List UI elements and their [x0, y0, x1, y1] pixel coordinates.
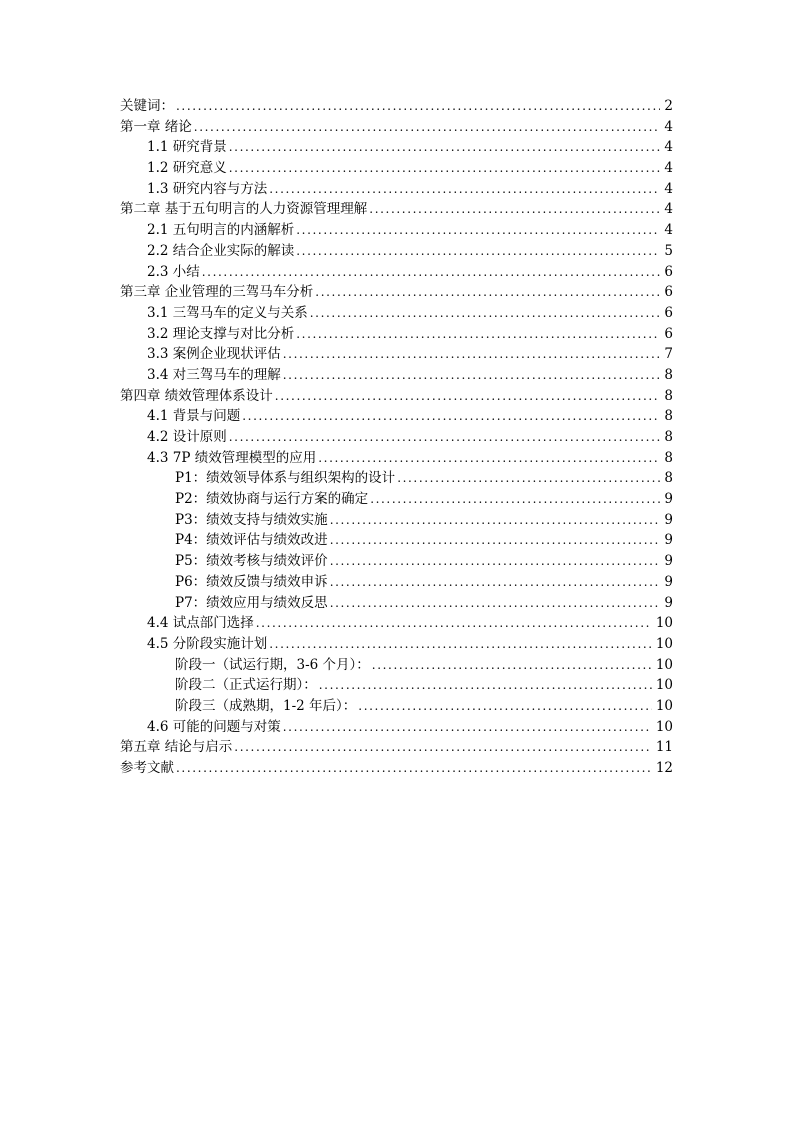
toc-entry-title: 1.3 研究内容与方法: [147, 180, 268, 197]
toc-entry-title: P7：绩效应用与绩效反思: [175, 594, 328, 611]
toc-entry-title: 第三章 企业管理的三驾马车分析: [120, 284, 314, 301]
toc-entry-page: 8: [664, 429, 673, 445]
toc-entry[interactable]: [120, 613, 673, 634]
toc-entry[interactable]: [120, 365, 673, 386]
toc-entry-title: P1：绩效领导体系与组织架构的设计: [175, 470, 396, 487]
toc-entry-page: 6: [664, 304, 673, 321]
toc-dot-leader: [275, 386, 661, 407]
toc-dot-leader: [176, 96, 660, 117]
toc-entry-page: 9: [664, 573, 673, 590]
toc-entry-title: 阶段一（试运行期，3-6 个月）：: [175, 656, 370, 673]
toc-entry[interactable]: [120, 655, 673, 676]
toc-entry[interactable]: [120, 199, 673, 220]
toc-entry-page: 9: [664, 594, 673, 611]
toc-dot-leader: [397, 468, 660, 489]
toc-dot-leader: [319, 675, 652, 696]
toc-entry-title: 第二章 基于五句明言的人力资源管理理解: [120, 201, 368, 218]
toc-dot-leader: [269, 179, 660, 200]
toc-dot-leader: [256, 613, 652, 634]
toc-dot-leader: [318, 448, 660, 469]
toc-entry-page: 12: [655, 760, 673, 776]
toc-entry-page: 10: [655, 635, 673, 652]
toc-entry[interactable]: [120, 158, 673, 179]
toc-dot-leader: [330, 530, 661, 551]
toc-entry-title: P3：绩效支持与绩效实施: [175, 511, 328, 528]
toc-entry-title: 4.2 设计原则: [147, 429, 227, 445]
toc-entry[interactable]: [120, 737, 673, 758]
toc-dot-leader: [296, 324, 660, 345]
toc-entry-page: 9: [664, 511, 673, 528]
toc-entry-page: 10: [655, 615, 673, 632]
toc-entry-page: 4: [664, 201, 673, 218]
toc-entry[interactable]: [120, 675, 673, 696]
toc-entry[interactable]: [120, 179, 673, 200]
toc-dot-leader: [330, 510, 661, 531]
toc-dot-leader: [372, 655, 652, 676]
toc-dot-leader: [234, 737, 652, 758]
toc-entry[interactable]: [120, 262, 673, 283]
toc-entry-page: 6: [664, 263, 673, 280]
toc-entry[interactable]: [120, 634, 673, 655]
toc-entry-title: 阶段二（正式运行期）：: [175, 677, 317, 694]
toc-entry-page: 11: [655, 739, 673, 756]
toc-entry[interactable]: [120, 530, 673, 551]
toc-entry-page: 4: [664, 160, 673, 177]
toc-dot-leader: [358, 696, 652, 717]
toc-entry-page: 6: [664, 284, 673, 301]
toc-dot-leader: [229, 427, 661, 448]
toc-entry-title: 3.4 对三驾马车的理解: [147, 366, 281, 383]
toc-entry-title: 1.2 研究意义: [147, 160, 227, 177]
toc-entry[interactable]: [120, 510, 673, 531]
toc-entry-page: 7: [664, 346, 673, 363]
toc-dot-leader: [242, 406, 660, 427]
toc-entry-title: 3.2 理论支撑与对比分析: [147, 325, 295, 342]
toc-entry[interactable]: [120, 758, 673, 779]
toc-entry[interactable]: [120, 593, 673, 614]
toc-entry-page: 9: [664, 491, 673, 508]
toc-entry-page: 2: [664, 98, 673, 114]
toc-entry-title: 阶段三（成熟期，1-2 年后）：: [175, 697, 357, 714]
toc-entry-page: 8: [664, 408, 673, 425]
toc-entry[interactable]: [120, 344, 673, 365]
toc-entry-title: 第一章 绪论: [120, 118, 192, 135]
toc-entry-title: 4.1 背景与问题: [147, 408, 241, 425]
toc-entry-page: 8: [664, 387, 673, 404]
toc-entry[interactable]: [120, 282, 673, 303]
table-of-contents: [120, 96, 673, 779]
toc-entry-title: 4.4 试点部门选择: [147, 615, 254, 632]
toc-dot-leader: [176, 758, 652, 779]
toc-entry-title: P5：绩效考核与绩效评价: [175, 553, 328, 570]
toc-entry-title: P6：绩效反馈与绩效申诉: [175, 573, 328, 590]
toc-dot-leader: [330, 551, 661, 572]
toc-entry-page: 9: [664, 553, 673, 570]
toc-entry-title: 关键词：: [120, 98, 174, 114]
toc-entry-title: 3.1 三驾马车的定义与关系: [147, 304, 308, 321]
toc-entry-page: 6: [664, 325, 673, 342]
toc-entry[interactable]: [120, 696, 673, 717]
toc-dot-leader: [283, 365, 661, 386]
toc-entry-title: 2.1 五句明言的内涵解析: [147, 222, 295, 239]
toc-entry-page: 10: [655, 677, 673, 694]
toc-entry[interactable]: [120, 137, 673, 158]
toc-entry[interactable]: [120, 572, 673, 593]
toc-entry-title: 第四章 绩效管理体系设计: [120, 387, 273, 404]
toc-entry-page: 4: [664, 180, 673, 197]
toc-entry-page: 10: [655, 656, 673, 673]
toc-entry-title: 4.5 分阶段实施计划: [147, 635, 268, 652]
toc-entry[interactable]: [120, 427, 673, 448]
toc-dot-leader: [370, 489, 660, 510]
toc-entry[interactable]: [120, 324, 673, 345]
toc-entry[interactable]: [120, 241, 673, 262]
toc-entry-page: 5: [664, 242, 673, 259]
toc-entry-title: 第五章 结论与启示: [120, 739, 233, 756]
toc-entry[interactable]: [120, 406, 673, 427]
toc-entry-title: 1.1 研究背景: [147, 139, 227, 156]
toc-dot-leader: [330, 593, 661, 614]
toc-dot-leader: [229, 137, 661, 158]
toc-entry[interactable]: [120, 489, 673, 510]
toc-dot-leader: [202, 262, 661, 283]
toc-entry-page: 4: [664, 222, 673, 239]
toc-entry[interactable]: [120, 551, 673, 572]
toc-entry-page: 8: [664, 366, 673, 383]
toc-dot-leader: [269, 634, 652, 655]
toc-entry[interactable]: [120, 468, 673, 489]
toc-entry[interactable]: [120, 386, 673, 407]
toc-entry-title: 2.2 结合企业实际的解读: [147, 242, 295, 259]
toc-entry[interactable]: [120, 220, 673, 241]
toc-entry[interactable]: [120, 448, 673, 469]
toc-entry-title: 参考文献: [120, 760, 174, 776]
toc-dot-leader: [296, 241, 660, 262]
toc-dot-leader: [315, 282, 660, 303]
toc-entry-page: 4: [664, 139, 673, 156]
toc-entry-title: P2：绩效协商与运行方案的确定: [175, 491, 369, 508]
toc-entry[interactable]: [120, 96, 673, 117]
toc-entry[interactable]: [120, 117, 673, 138]
toc-dot-leader: [330, 572, 661, 593]
toc-dot-leader: [283, 344, 661, 365]
toc-entry-title: 3.3 案例企业现状评估: [147, 346, 281, 363]
toc-dot-leader: [310, 303, 661, 324]
toc-entry-title: 4.3 7P 绩效管理模型的应用: [147, 449, 317, 466]
toc-entry-title: 2.3 小结: [147, 263, 200, 280]
toc-entry-page: 8: [664, 470, 673, 487]
toc-entry-page: 4: [664, 118, 673, 135]
toc-entry-title: P4：绩效评估与绩效改进: [175, 532, 328, 549]
toc-dot-leader: [283, 717, 652, 738]
toc-dot-leader: [229, 158, 661, 179]
toc-dot-leader: [194, 117, 661, 138]
toc-entry-page: 9: [664, 532, 673, 549]
toc-entry-title: 4.6 可能的问题与对策: [147, 718, 281, 735]
toc-dot-leader: [369, 199, 660, 220]
toc-entry-page: 10: [655, 697, 673, 714]
toc-entry[interactable]: [120, 303, 673, 324]
toc-dot-leader: [296, 220, 660, 241]
toc-entry-page: 10: [655, 718, 673, 735]
toc-entry-page: 8: [664, 449, 673, 466]
toc-entry[interactable]: [120, 717, 673, 738]
